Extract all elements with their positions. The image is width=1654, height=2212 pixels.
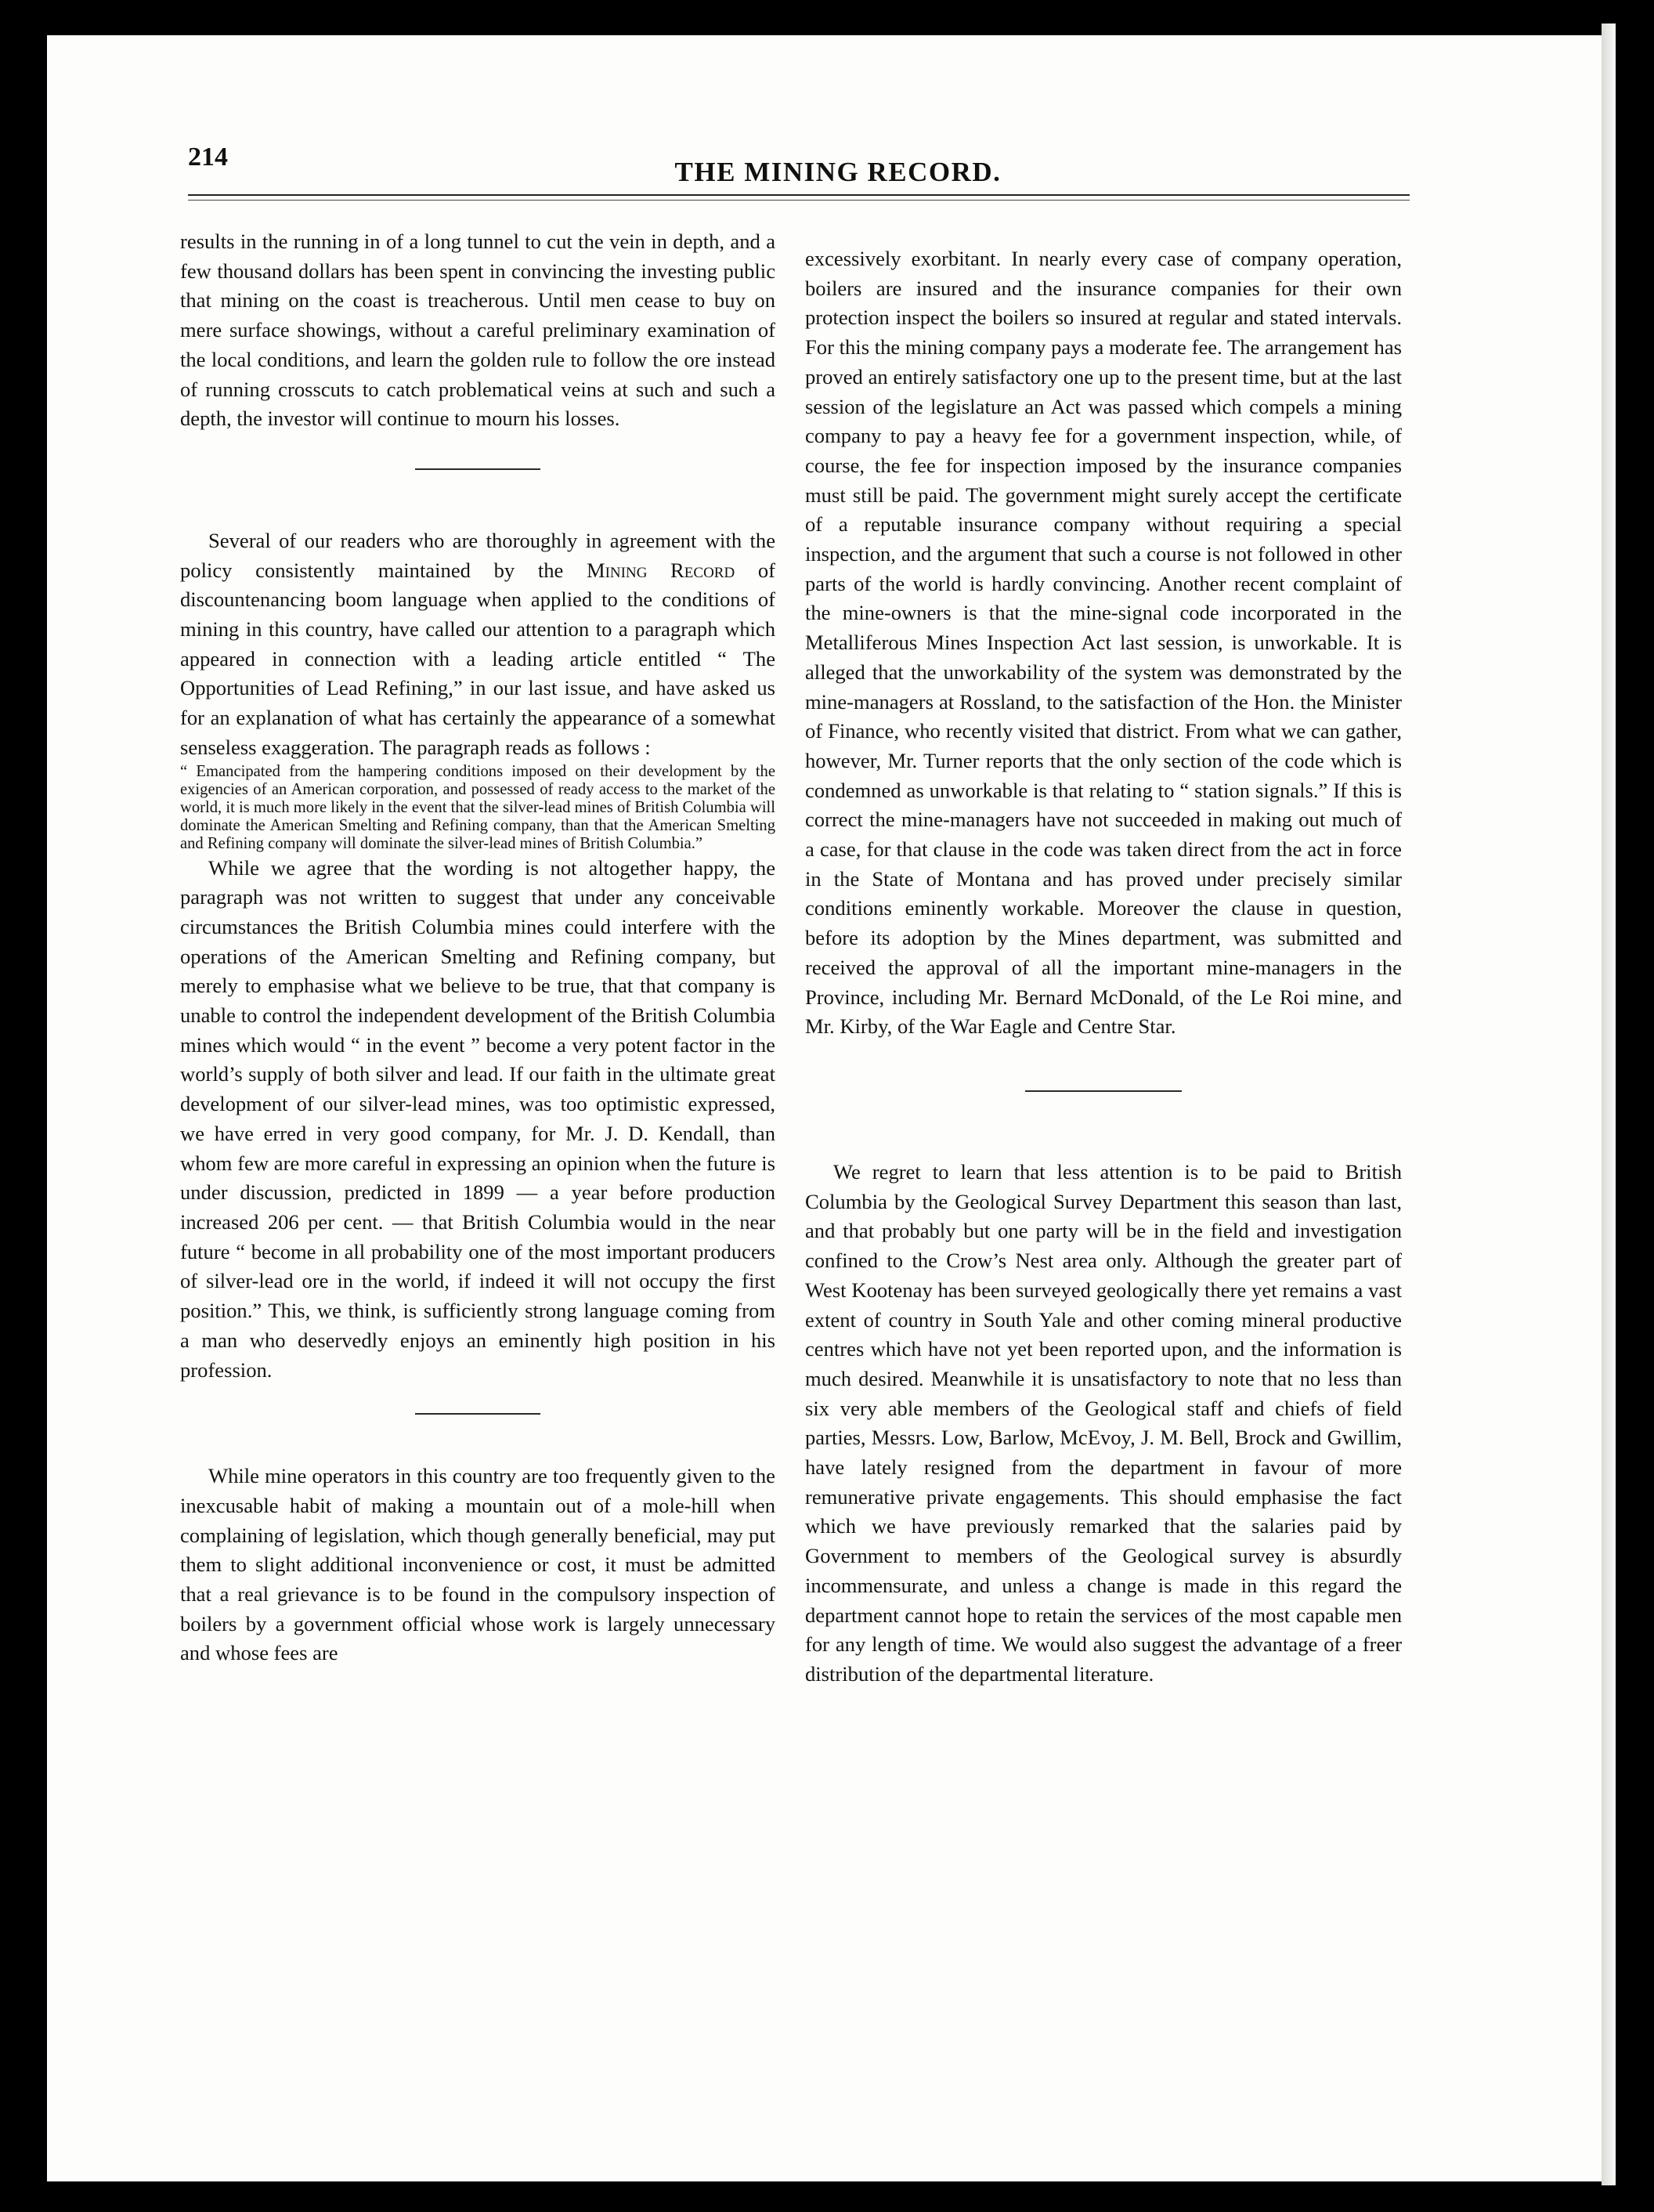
publication-name: Mining Record <box>586 558 735 582</box>
paragraph-text: of discountenancing boom language when applied to the conditions of mining in this country, have called our attention to a paragraph which appeared in connection with a leading article entitled “ The Opportunities of Lead Refining,” in our last issue, and have asked us for an explanation of what has certainly the appearance of a somewhat senseless exaggeration. The paragraph reads as follows : <box>180 558 775 759</box>
page-number: 214 <box>188 143 228 172</box>
header-rule-thin <box>188 200 1410 201</box>
right-column <box>805 244 1402 1690</box>
page-edge <box>1602 23 1616 2185</box>
paragraph-tunnel-continuation: results in the running in of a long tunnel to cut the vein in depth, and a few thousand dollars has been spent in convincing the investing public that mining on the coast is treacherous. Until men cease to buy on mere surface showings, without a careful preliminary examination of the local conditions, and learn the golden rule to follow the ore instead of running crosscuts to catch problematical veins at such and such a depth, the investor will continue to mourn his losses. <box>180 230 775 431</box>
block-quote: “ Emancipated from the hampering conditions imposed on their development by the exigencies of an American corporation, and possessed of ready access to the market of the world, it is much more likely in the event that the silver-lead mines of British Columbia will dominate the American Smelting and Refining company, than that the American Smelting and Refining company will dominate the silver-lead mines of British Columbia.” <box>180 762 775 853</box>
left-column <box>180 227 775 1668</box>
paragraph-geological-survey: We regret to learn that less attention is to be paid to British Columbia by the Geological Survey Department this season than last, and that probably but one party will be in the field and investigation confined to the Crow’s Nest area only. Although the greater part of West Kootenay has been surveyed geologically there yet remains a vast extent of country in South Yale and other coming mineral productive centres which have not yet been reported upon, and the information is much desired. Meanwhile it is unsatisfactory to note that no less than six very able members of the Geological staff and chiefs of field parties, Messrs. Low, Barlow, McEvoy, J. M. Bell, Brock and Gwillim, have lately resigned from the department in favour of more remunerative private engagements. This should emphasise the fact which we have previously remarked that the salaries paid by Government to members of the Geological survey is absurdly incommensurate, and unless a change is made in this regard the department cannot hope to retain the services of the most capable men for any length of time. We would also suggest the advantage of a freer distribution of the departmental literature. <box>805 1159 1402 1686</box>
paragraph-boiler-continuation: excessively exorbitant. In nearly every case of company operation, boilers are insured and the insurance companies for their own protection inspect the boilers so insured at regular and stated intervals. For this the mining company pays a moderate fee. The arrangement has proved an entirely satisfactory one up to the present time, but at the last session of the legislature an Act was passed which compels a mining company to pay a heavy fee for a government inspection, while, of course, the fee for inspection imposed by the insurance companies must still be paid. The government might surely accept the certificate of a reputable insurance company without requiring a special inspection, and the argument that such a course is not followed in other parts of the world is hardly convincing. Another recent complaint of the mine-owners is that the mine-signal code incorporated in the Metalliferous Mines Inspection Act last session, is unworkable. It is alleged that the unworkability of the system was demonstrated by the mine-managers at Rossland, to the satisfaction of the Hon. the Minister of Finance, who recently visited that district. From what we can gather, however, Mr. Turner reports that the only section of the code which is condemned as unworkable is that relating to “ station signals.” If this is correct the mine-managers have not succeeded in making out much of a case, for that clause in the code was taken direct from the act in force in the State of Montana and has proved under precisely similar conditions eminently workable. Moreover the clause in question, before its adoption by the Mines department, was submitted and received the approval of all the important mine-managers in the Province, including Mr. Bernard McDonald, of the Le Roi mine, and Mr. Kirby, of the War Eagle and Centre Star. <box>805 247 1402 1039</box>
running-head: THE MINING RECORD. <box>674 157 1002 187</box>
header-rule <box>188 194 1410 196</box>
paragraph-text: Several of our readers who are thoroughly in agreement with the policy consistently maintained by the <box>180 528 775 582</box>
section-divider <box>415 1413 540 1415</box>
paragraph-readers-query <box>180 526 775 763</box>
paragraph-reply: While we agree that the wording is not altogether happy, the paragraph was not written to suggest that under any conceivable circumstances the British Columbia mines could interfere with the operations of the American Smelting and Refining company, but merely to emphasise what we believe to be true, that that company is unable to control the independent development of the British Columbia mines which would “ in the event ” become a very potent factor in the world’s supply of both silver and lead. If our faith in the ultimate great development of our silver-lead mines, was too optimistic expressed, we have erred in very good company, for Mr. J. D. Kendall, than whom few are more careful in expressing an opinion when the future is under discussion, predicted in 1899 — a year before production increased 206 per cent. — that British Columbia would in the near future “ become in all probability one of the most important producers of silver-lead ore in the world, if indeed it will not occupy the first position.” This, we think, is sufficiently strong language coming from a man who deservedly enjoys an eminently high position in his profession. <box>180 855 775 1382</box>
section-divider <box>415 468 540 470</box>
section-divider <box>1025 1090 1182 1092</box>
paragraph-boiler-inspection: While mine operators in this country are too frequently given to the inexcusable habit of making a mountain out of a mole-hill when complaining of legislation, which though generally beneficial, may put them to slight additional inconvenience or cost, it must be admitted that a real grievance is to be found in the compulsory inspection of boilers by a government official whose work is largely unnecessary and whose fees are <box>180 1464 775 1665</box>
